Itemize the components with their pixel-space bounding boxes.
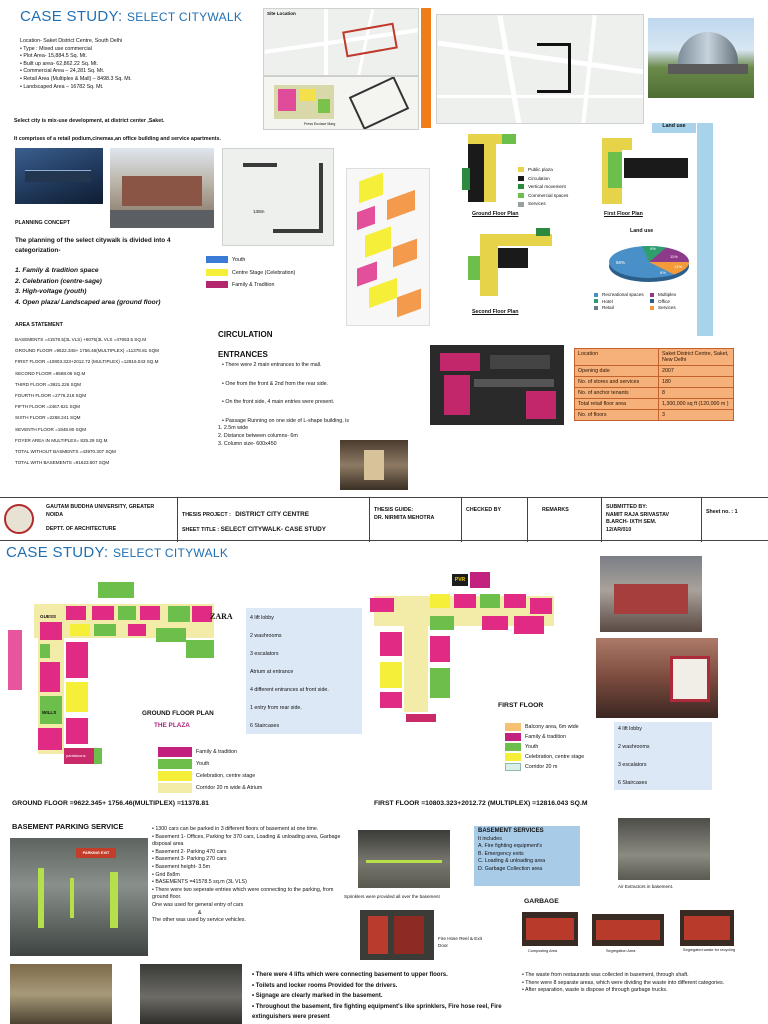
remarks-cell: [528, 498, 602, 542]
pantaloons-store-ff: [406, 714, 436, 722]
segregation-caption: Segregation Area: [606, 949, 636, 953]
gf-feature-box: [246, 608, 362, 734]
planning-concept-heading: PLANNING CONCEPT: [15, 220, 71, 226]
site-location-map: [263, 8, 419, 76]
table-cell: 3: [659, 410, 734, 421]
ground-floor-landuse-plan: [462, 128, 590, 210]
basement-lift-photo: [10, 964, 112, 1024]
table-row: [575, 366, 734, 377]
sheet-1: [0, 0, 768, 496]
circulation-heading: CIRCULATION: [218, 330, 273, 339]
detail-line: • Plot Area- 15,884.5 Sq. Mt.: [20, 53, 87, 60]
basement-point: • Basement 3- Parking 270 cars: [152, 856, 227, 863]
pie-label: 11%: [670, 254, 678, 259]
legend-label: Centre Stage (Celebration): [232, 269, 296, 276]
ff-feature: 4 lift lobby: [618, 726, 642, 732]
route-path: [537, 43, 571, 93]
pie-legend-label: Recreational spaces: [602, 292, 644, 297]
gf-plan-label: GROUND FLOOR PLAN: [142, 710, 214, 717]
basement-point: The other was used by service vehicles.: [152, 917, 246, 924]
info-table: [574, 348, 734, 421]
basement-point: &: [198, 909, 202, 916]
gf-legend: [158, 746, 262, 794]
map-road-label: Press Enclave Marg: [304, 122, 336, 126]
area-line: GROUND FLOOR =9622.345+ 1756.46(MULTIPLEX) =11378.81 SQM: [15, 348, 159, 354]
service-item: D. Garbage Collection area: [478, 865, 543, 872]
first-floor-plan: [364, 572, 564, 722]
basement-corridor-photo: [140, 964, 242, 1024]
pie-label: 14%: [674, 264, 683, 269]
table-cell: Opening date: [575, 366, 659, 377]
extractors-caption: Air Extractors in basement.: [618, 884, 674, 889]
category-list: [15, 266, 160, 308]
recycling-caption: Segregated waste for recycling: [682, 948, 736, 952]
title-sub: SELECT CITYWALK: [126, 10, 243, 24]
sheet-no: 1: [734, 509, 738, 515]
first-floor-landuse-plan: [598, 134, 694, 210]
pantaloons-label: pantaloons: [66, 753, 86, 758]
mall-exterior-photo: [648, 18, 754, 98]
lift-point: • Throughout the basement, fire fighting equipment's like sprinklers, Fire hose reel, Fire extinguishers were present: [252, 1003, 502, 1021]
title-main: CASE STUDY:: [6, 544, 109, 561]
sheet2-title: [6, 544, 228, 561]
lift-point: • Signage are clearly marked in the basement.: [252, 993, 383, 1000]
landuse-legend-label: Commercial spaces: [528, 192, 569, 198]
sprinkler-photo: [358, 830, 450, 888]
ff-legend-label: Corridor 20 m: [525, 764, 558, 770]
location-text: Location- Saket District Centre, South Delhi: [20, 38, 123, 44]
basement-heading: BASEMENT PARKING SERVICE: [12, 822, 124, 831]
composting-photo: [522, 912, 578, 946]
pie-legend-label: Services: [658, 305, 676, 311]
scale-label: 138m: [253, 209, 265, 214]
zara-label: ZARA: [210, 612, 233, 621]
pie-title: Land use: [630, 228, 654, 234]
ff-legend-label: Balcony area, 6m wide: [525, 724, 579, 730]
gf-plaza-label: THE PLAZA: [154, 722, 190, 729]
services-intro: It includes: [478, 835, 502, 842]
area-line: SIXTH FLOOR =2268.241 SQM: [15, 415, 81, 421]
category-item: 4. Open plaza/ Landscaped area (ground floor): [15, 298, 161, 306]
waste-point: • After separation, waste is dispose of through garbage trucks.: [522, 987, 668, 994]
submitted-line: 12/AR/010: [606, 526, 632, 533]
gf-feature: Atrium at entrance: [250, 669, 294, 675]
circulation-floor-plan: [430, 345, 564, 425]
recycling-photo: [680, 910, 734, 946]
pvr-logo: PVR: [452, 574, 468, 586]
ff-feature-box: [614, 722, 712, 790]
firehose-caption: Fire Hose Reel & Exit Door: [438, 936, 482, 948]
firehose-photo: [360, 910, 434, 960]
landuse-sidebar: [697, 123, 713, 336]
sprinklers-caption: Sprinklers were provided all over the basement: [344, 894, 440, 899]
table-cell: No. of stores and services: [575, 377, 659, 388]
submitted-label: SUBMITTED BY:: [606, 504, 648, 510]
university-logo: [4, 504, 34, 534]
walkway-map: [222, 148, 334, 246]
passage-point: 3. Column size- 600x450: [218, 440, 277, 447]
entrance-points: [218, 362, 422, 448]
ff-legend-label: Youth: [525, 744, 539, 750]
area-line: FIRST FLOOR =10803.323+2012.72 (MULTIPLEX) =12816.043 SQ.M: [15, 359, 159, 365]
project-name: DISTRICT CITY CENTRE: [235, 511, 310, 518]
sheet-title: SELECT CITYWALK- CASE STUDY: [220, 525, 327, 533]
gf-feature: 3 escalators: [250, 651, 279, 657]
composting-caption: Composting Area: [528, 949, 558, 953]
landuse-pie-chart: [604, 238, 694, 286]
entrance-point: • There were 2 main entrances to the mall.: [222, 362, 322, 368]
category-item: 3. High-voltage (youth): [15, 288, 87, 296]
project-cell: [178, 498, 370, 542]
detail-line: • Retail Area (Multiplex & Mall) – 8498.3 Sq. Mt.: [20, 75, 132, 82]
gf-feature: 1 entry from rear side.: [250, 705, 302, 711]
landuse-legend-label: Services: [528, 201, 546, 207]
title-block: [0, 497, 768, 541]
legend-label: Youth: [232, 256, 246, 263]
ff-feature: 2 washrooms: [618, 744, 650, 750]
wills-label: WILLS: [42, 710, 57, 715]
basement-services-box: [474, 826, 580, 886]
submitted-line: B.ARCH- IXTH SEM.: [606, 519, 657, 526]
parking-photo: [10, 838, 148, 956]
gf-area: GROUND FLOOR =9622.345+ 1756.46(MULTIPLEX) =11378.81: [12, 800, 209, 807]
sheet1-title: [20, 8, 242, 25]
table-row: [575, 388, 734, 399]
ff-area: FIRST FLOOR =10803.323+2012.72 (MULTIPLEX) =12816.043 SQ.M: [374, 800, 588, 807]
basement-point: • BASEMENTS =41578.5 sq.m (3L VLS): [152, 879, 247, 886]
second-floor-plan-caption: Second Floor Plan: [472, 309, 519, 315]
guide-label: THESIS GUIDE:: [374, 507, 414, 513]
submitted-cell: [602, 498, 702, 542]
pie-legend: [594, 292, 694, 312]
submitted-line: NAMIT RAJA SRIVASTAV: [606, 511, 670, 518]
passage-photo: [340, 440, 408, 490]
category-item: 2. Celebration (centre-sage): [15, 277, 102, 285]
category-item: 1. Family & tradition space: [15, 267, 99, 274]
garbage-heading: GARBAGE: [524, 898, 559, 905]
university-cell: [0, 498, 178, 542]
ff-legend-label: Family & tradition: [525, 734, 566, 740]
table-row: [575, 410, 734, 421]
table-cell: Total retail floor area: [575, 399, 659, 410]
table-cell: 1,300,000 sq ft (120,000 m ): [659, 399, 734, 410]
ff-legend-label: Celebration, centre stage: [525, 754, 585, 760]
basement-point: • Basement 1- Offices, Parking for 370 cars, Loading & unloading area, Garbage disposal area: [152, 833, 341, 848]
services-heading: BASEMENT SERVICES: [478, 828, 544, 834]
gf-feature: 2 washrooms: [250, 633, 282, 639]
area-line: SEVENTH FLOOR =1948.80 SQM: [15, 426, 87, 432]
waste-points: [522, 972, 754, 995]
remarks-label: REMARKS: [542, 507, 569, 513]
gf-feature: 6 Staircases: [250, 723, 280, 729]
area-line: FOURTH FLOOR =2776.216 SQM: [15, 393, 87, 399]
walk-route: [273, 163, 323, 233]
gf-legend-label: Celebration, centre stage: [196, 773, 256, 779]
waste-point: • The waste from restaurants was collected in basement, through shaft.: [522, 972, 689, 978]
gf-legend-label: Youth: [196, 761, 210, 767]
area-line: BASEMENTS =41578.5(3L VLS) +6075(3L VLS =47653.5 SQ.M: [15, 337, 147, 342]
lift-points: [252, 970, 514, 1023]
mall-facade-photo: [110, 148, 214, 228]
sheet-no-label: Sheet no. :: [706, 509, 734, 515]
entrance-point: • One from the front & 2nd from the rear side.: [222, 380, 329, 387]
department-name: DEPTT. OF ARCHITECTURE: [46, 526, 117, 532]
pie-legend-label: Retail: [602, 305, 614, 311]
basement-point: • 1300 cars can be parked in 3 different floors of basement at one time.: [152, 826, 319, 832]
area-line: FIFTH FLOOR =2467.621 SQM: [15, 404, 80, 410]
detail-line: • Landscaped Area – 16782 Sq. Mt.: [20, 83, 104, 90]
area-statement: [15, 334, 215, 468]
area-line: THIRD FLOOR =3921.226 SQM: [15, 381, 81, 387]
project-label: THESIS PROJECT :: [182, 512, 231, 518]
air-extractor-photo: [618, 818, 710, 880]
pie-label: 9%: [650, 246, 656, 251]
area-line: SECOND FLOOR =6568.06 SQ.M: [15, 370, 86, 376]
second-floor-landuse-plan: [462, 226, 590, 308]
basement-point: • There were two seperate entries which were connecting to the parking, from ground floor.: [152, 886, 334, 901]
basement-point: • Basement 2- Parking 470 cars: [152, 848, 227, 855]
basement-points: [152, 826, 346, 925]
citywalk-sign-photo: [15, 148, 103, 204]
gf-legend-label: Corridor 20 m wide & Atrium: [196, 785, 263, 791]
landuse-legend-label: Vertical movement: [528, 184, 566, 190]
table-cell: 8: [659, 388, 734, 399]
intro-line-2: It comprises of a retail podium,cinemas,an office building and service apartments.: [14, 135, 221, 142]
basement-point: • Grid 8x8m: [152, 871, 180, 878]
gf-feature: 4 lift lobby: [250, 615, 274, 621]
first-floor-plan-caption: First Floor Plan: [604, 211, 643, 217]
pie-legend-label: Office: [658, 298, 670, 304]
street-map: [436, 14, 644, 124]
pie-label: 8%: [660, 270, 666, 275]
entrance-point: • On the front side, 4 main entries were present.: [222, 399, 335, 406]
intro-line-1: Select city is mix-use development, at district center ,Saket.: [14, 118, 165, 124]
ground-floor-plan-caption: Ground Floor Plan: [472, 211, 519, 217]
area-line: TOTAL WITH BASEMENTS =91623.807 SQM: [15, 460, 110, 466]
ff-feature: 3 escalators: [618, 762, 647, 768]
table-cell: 180: [659, 377, 734, 388]
title-sub: SELECT CITYWALK: [112, 546, 229, 560]
area-line: TOTAL WITHOUT BASMENTS =43970.307 SQM: [15, 449, 116, 455]
table-cell: Saket District Centre, Saket, New Delhi: [659, 349, 734, 366]
parking-exit-sign: PARKING EXIT: [76, 848, 116, 858]
basement-point: One was used for general entry of cars: [152, 901, 244, 908]
segregation-photo: [592, 914, 664, 946]
waste-point: • There were 8 separate areas, which were dividing the waste into different categories.: [522, 979, 725, 986]
service-item: A. Fire fighting equipment's: [478, 843, 543, 850]
guess-label: GUESS: [40, 614, 57, 619]
pie-label: 56%: [616, 260, 626, 265]
sheet-2: [0, 542, 768, 1024]
table-cell: No. of floors: [575, 410, 659, 421]
sheet-no-cell: [702, 498, 768, 542]
table-cell: No. of anchor tenants: [575, 388, 659, 399]
table-cell: Location: [575, 349, 659, 366]
guide-cell: [370, 498, 462, 542]
landuse-legend-label: Public plaza: [528, 167, 553, 172]
entrance-photo: [600, 556, 702, 632]
lift-point: • Toilets and locker rooms Provided for the drivers.: [252, 982, 398, 989]
ff-label: FIRST FLOOR: [498, 702, 544, 709]
gf-feature: 4 different entrances at front side.: [250, 687, 329, 693]
atrium-photo: [596, 638, 718, 718]
university-name: GAUTAM BUDDHA UNIVERSITY, GREATER NOIDA: [46, 504, 155, 518]
area-statement-heading: AREA STATEMENT: [15, 322, 63, 328]
legend-label: Family & Tradition: [232, 281, 275, 288]
detail-line: • Type : Mixed use commercial: [20, 45, 92, 52]
basement-point: • Basement height- 3.5m: [152, 863, 211, 870]
landuse-tag: Land use: [652, 123, 696, 133]
map-label: Site Location: [267, 11, 296, 16]
table-row: [575, 349, 734, 366]
passage-point: 2. Distance between columns- 6m: [218, 432, 298, 439]
planning-concept-text: The planning of the select citywalk is divided into 4 categorization-: [15, 237, 171, 254]
checked-cell: [462, 498, 528, 542]
service-item: C. Loading & unloading area: [478, 858, 546, 865]
orange-divider: [421, 8, 431, 128]
lift-point: • There were 4 lifts which were connecting basement to upper floors.: [252, 972, 448, 978]
ff-feature: 6 Staircases: [618, 780, 648, 786]
title-main: CASE STUDY:: [20, 8, 123, 25]
detail-line: • Commercial Area – 24,281 Sq. Mt.: [20, 68, 105, 75]
pie-legend-label: Multiplex: [658, 292, 677, 297]
gf-legend-label: Family & tradition: [196, 749, 237, 755]
pie-legend-label: Hotel: [602, 298, 613, 304]
table-row: [575, 399, 734, 410]
entrance-point: • Passage Running on one side of L-shape building, is: [222, 417, 350, 424]
area-line: FOYER AREA IN MULTIPLEX= 825.29 SQ.M: [15, 437, 108, 443]
entrances-heading: ENTRANCES: [218, 350, 268, 359]
zoning-diagram: [346, 168, 430, 326]
site-plan-drawing: [263, 76, 419, 130]
service-item: B. Emergency exits: [478, 850, 524, 857]
checked-label: CHECKED BY: [466, 507, 502, 513]
guide-name: DR. NIRMITA MEHOTRA: [374, 514, 435, 521]
site-boundary: [342, 23, 398, 58]
zone-legend: [206, 256, 295, 290]
table-cell: 2007: [659, 366, 734, 377]
detail-line: • Built up area- 62,862.22 Sq. Mt.: [20, 60, 99, 67]
table-row: [575, 377, 734, 388]
project-details: [20, 38, 240, 91]
landuse-legend-label: Circulation: [528, 175, 550, 181]
ff-legend: [505, 722, 584, 772]
passage-point: 1. 2.5m wide: [218, 425, 249, 432]
sheet-label: SHEET TITLE :: [182, 526, 220, 533]
